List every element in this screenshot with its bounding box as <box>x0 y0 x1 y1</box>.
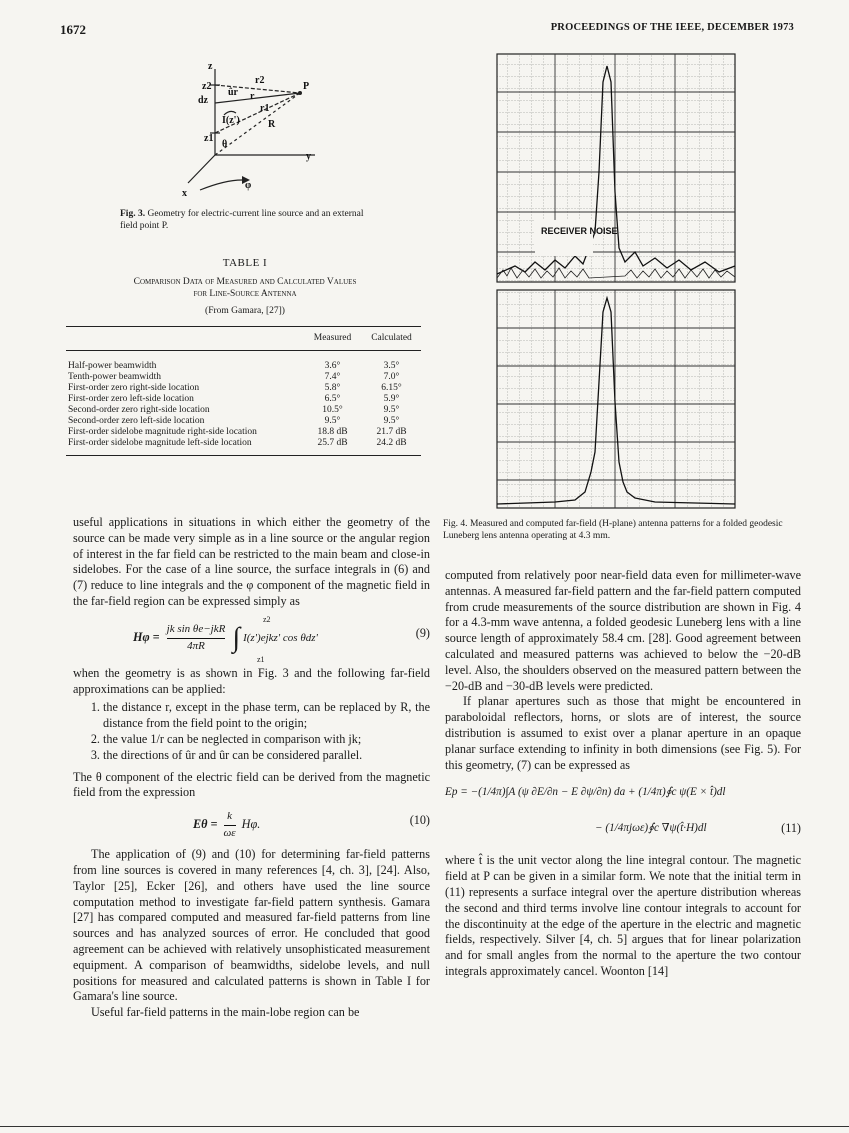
figure-4-caption <box>443 518 788 542</box>
table-1-caption-line1: Comparison Data of Measured and Calculated Values <box>133 277 357 287</box>
left-paragraph-2: when the geometry is as shown in Fig. 3 and the following far-field approximations can be applied: <box>73 665 430 696</box>
eq10-lhs: Eθ = <box>193 817 218 832</box>
eq9-number: (9) <box>415 625 430 640</box>
equation-9: Hφ = jk sin θe−jkR 4πR ∫ I(z')ejkz' cos θdz' z2 z1 (9) <box>73 610 430 666</box>
fig3-label-r1: r1 <box>260 103 270 114</box>
right-paragraph-3: where t̂ is the unit vector along the line integral contour. The magnetic field at P can be given in a similar form. We note that the initial term in (11) represents a surface integral over the aperture distribution whereas the second and third terms involve line contour integrals to account for the discontinuity at the edge of the aperture in the electric and magnetic fields, respectively. Silver [4, ch. 5] argues that for linear polarization and for small angles from the normal to the aperture the two contour integrals approximately cancel. Woonton [14] <box>445 853 801 978</box>
running-head: PROCEEDINGS OF THE IEEE, DECEMBER 1973 <box>550 22 794 33</box>
table-cell-calculated: 6.15° <box>381 383 402 393</box>
eq11-line-2: − (1/4πjωε)∮c ∇ψ(t̂·H)dl <box>595 822 707 835</box>
table-cell-measured: 10.5° <box>322 405 343 415</box>
figure-4-caption-text: Measured and computed far-field (H-plane) antenna patterns for a folded geodesic Luneberg lens antenna operating at 4.3 mm. <box>443 519 783 541</box>
eq11-line-1: Ep = −(1/4π)∫A (ψ ∂E/∂n − E ∂ψ/∂n) da + (1/4π)∮c ψ(E × t̂)dl <box>445 786 726 799</box>
table-cell-label: First-order zero right-side location <box>68 383 200 393</box>
fig3-label-theta: θ <box>222 139 228 150</box>
table-cell-calculated: 7.0° <box>383 372 400 382</box>
table-cell-label: First-order sidelobe magnitude left-side location <box>68 438 252 448</box>
list-item: 3. the directions of ûr and ûr can be considered parallel. <box>103 748 430 764</box>
table-cell-calculated: 9.5° <box>383 416 400 426</box>
table-cell-measured: 3.6° <box>324 361 341 371</box>
figure-4-plots <box>495 52 740 512</box>
table-1-caption-line2: for Line-Source Antenna <box>193 289 297 299</box>
fig3-label-z2: z2 <box>202 81 212 92</box>
table-row <box>66 383 421 394</box>
fig4-receiver-noise-label: RECEIVER NOISE <box>541 226 618 236</box>
table-row <box>66 405 421 416</box>
right-paragraph-1: computed from relatively poor near-field data even for millimeter-wave antennas. A measured far-field pattern and the far-field pattern computed from crude measurements of the source distribution are shown in Fig. 4 for a 4.3-mm wave antenna, a folded geodesic Luneberg lens with a line source length of approximately 58.4 cm. [28]. Good agreement between calculated and measured patterns was achieved to below the −20-dB level. Also, the shoulders observed on the measured pattern between the −20-dB and −30-dB levels were predicted. <box>445 568 801 693</box>
list-item: 1. the distance r, except in the phase term, can be replaced by R, the distance from the field point to the origin; <box>103 700 430 732</box>
eq10-number: (10) <box>409 813 430 828</box>
table-cell-label: First-order zero left-side location <box>68 394 194 404</box>
fig3-label-ur: ûr <box>228 87 238 98</box>
table-cell-calculated: 21.7 dB <box>376 427 407 437</box>
table-row <box>66 351 421 373</box>
table-cell-measured: 7.4° <box>324 372 341 382</box>
table-cell-calculated: 9.5° <box>383 405 400 415</box>
table-row <box>66 427 421 438</box>
figure-3-caption-label: Fig. 3. <box>120 209 146 219</box>
equation-10 <box>73 801 430 847</box>
table-1 <box>66 326 421 456</box>
table-1-caption <box>60 276 430 300</box>
table-cell-calculated: 24.2 dB <box>376 438 407 448</box>
fig3-label-y: y <box>306 151 311 162</box>
table-row <box>66 438 421 456</box>
figure-4-caption-label: Fig. 4. <box>443 519 468 529</box>
left-paragraph-3: The θ component of the electric field can be derived from the magnetic field from the expression <box>73 769 430 800</box>
fig3-label-phi: φ <box>245 180 252 191</box>
page-number: 1672 <box>60 22 86 37</box>
table-cell-measured: 5.8° <box>324 383 341 393</box>
figure-3-caption-text: Geometry for electric-current line source and an external field point P. <box>120 209 364 231</box>
table-cell-measured: 18.8 dB <box>317 427 348 437</box>
eq9-rhs: I(z')ejkz' cos θdz' <box>243 631 318 644</box>
fig3-label-R: R <box>268 119 276 130</box>
eq9-denominator: 4πR <box>187 639 205 652</box>
table-row <box>66 394 421 405</box>
figure-3-caption <box>120 208 380 232</box>
list-item: 2. the value 1/r can be neglected in comparison with jk; <box>103 732 430 748</box>
eq11-number: (11) <box>781 821 801 836</box>
eq9-lhs: Hφ = <box>133 629 160 644</box>
table-cell-calculated: 3.5° <box>383 361 400 371</box>
left-paragraph-1: useful applications in situations in which either the geometry of the source can be made very simple as in a line source or the angular region of interest in the far field can be restricted to the main beam and close-in sidelobes. For the case of a line source, the surface integrals in (6) and (7) reduce to line integrals and the φ component of the magnetic field in the far-field region can be expressed simply as <box>73 515 430 608</box>
eq9-lower-limit: z1 <box>257 654 265 664</box>
table-cell-measured: 25.7 dB <box>317 438 348 448</box>
right-paragraph-2: If planar apertures such as those that might be encountered in paraboloidal reflectors, horns, or slots are of interest, the source distribution is assumed to exist over a planar aperture in an opaque planar surface extending to infinity in both dimensions (see Fig. 5). For this geometry, (7) can be expressed as <box>445 694 801 772</box>
table-cell-label: Half-power beamwidth <box>68 361 157 371</box>
table-row <box>66 372 421 383</box>
left-column <box>73 515 430 1021</box>
eq10-denominator: ωε <box>223 826 236 839</box>
left-paragraph-5: Useful far-field patterns in the main-lobe region can be <box>91 1005 360 1020</box>
table-cell-measured: 9.5° <box>324 416 341 426</box>
table-cell-label: First-order sidelobe magnitude right-side location <box>68 427 257 437</box>
table-cell-label: Second-order zero right-side location <box>68 405 210 415</box>
fig3-label-z: z <box>208 61 213 72</box>
fig3-label-Iz: I(z') <box>222 115 240 126</box>
fig3-label-P: P <box>303 81 310 92</box>
table-cell-calculated: 5.9° <box>383 394 400 404</box>
table-cell-label: Tenth-power beamwidth <box>68 372 161 382</box>
fig3-label-r2: r2 <box>255 75 265 86</box>
fig3-label-r: r <box>250 91 255 102</box>
table-row <box>66 416 421 427</box>
left-paragraph-4: The application of (9) and (10) for determining far-field patterns from line sources is covered in many references [4, ch. 3], [24]. Also, Taylor [25], Ecker [26], and others have used the line source computation method to investigate far-field pattern synthesis. Gamara [27] has compared computed and measured far-field patterns from line sources and has analyzed sources of error. He concluded that good agreement can be achieved with relatively unsophisticated measurement equipment. A comparison of beamwidths, sidelobe levels, and null positions for measured and calculated patterns is shown in Table I for Gamara's line source. <box>73 847 430 1004</box>
right-column <box>445 568 801 980</box>
table-cell-measured: 6.5° <box>324 394 341 404</box>
table-1-header-calculated: Calculated <box>362 327 421 351</box>
equation-11 <box>445 773 801 853</box>
figure-3-diagram <box>170 55 370 205</box>
eq10-rhs: Hφ. <box>241 817 261 832</box>
eq10-numerator: k <box>224 809 236 826</box>
table-1-header-label <box>66 327 303 351</box>
table-1-header-measured: Measured <box>303 327 362 351</box>
table-1-title: TABLE I <box>222 257 268 269</box>
fig3-label-dz: dz <box>198 95 208 106</box>
bottom-rule <box>0 1126 849 1127</box>
table-1-source: (From Gamara, [27]) <box>205 306 285 316</box>
fig3-label-x: x <box>182 188 187 199</box>
eq9-upper-limit: z2 <box>263 614 271 624</box>
approximation-list <box>73 700 430 763</box>
eq9-numerator: jk sin θe−jkR <box>167 622 226 639</box>
fig3-label-z1: z1 <box>204 133 214 144</box>
table-cell-label: Second-order zero left-side location <box>68 416 205 426</box>
